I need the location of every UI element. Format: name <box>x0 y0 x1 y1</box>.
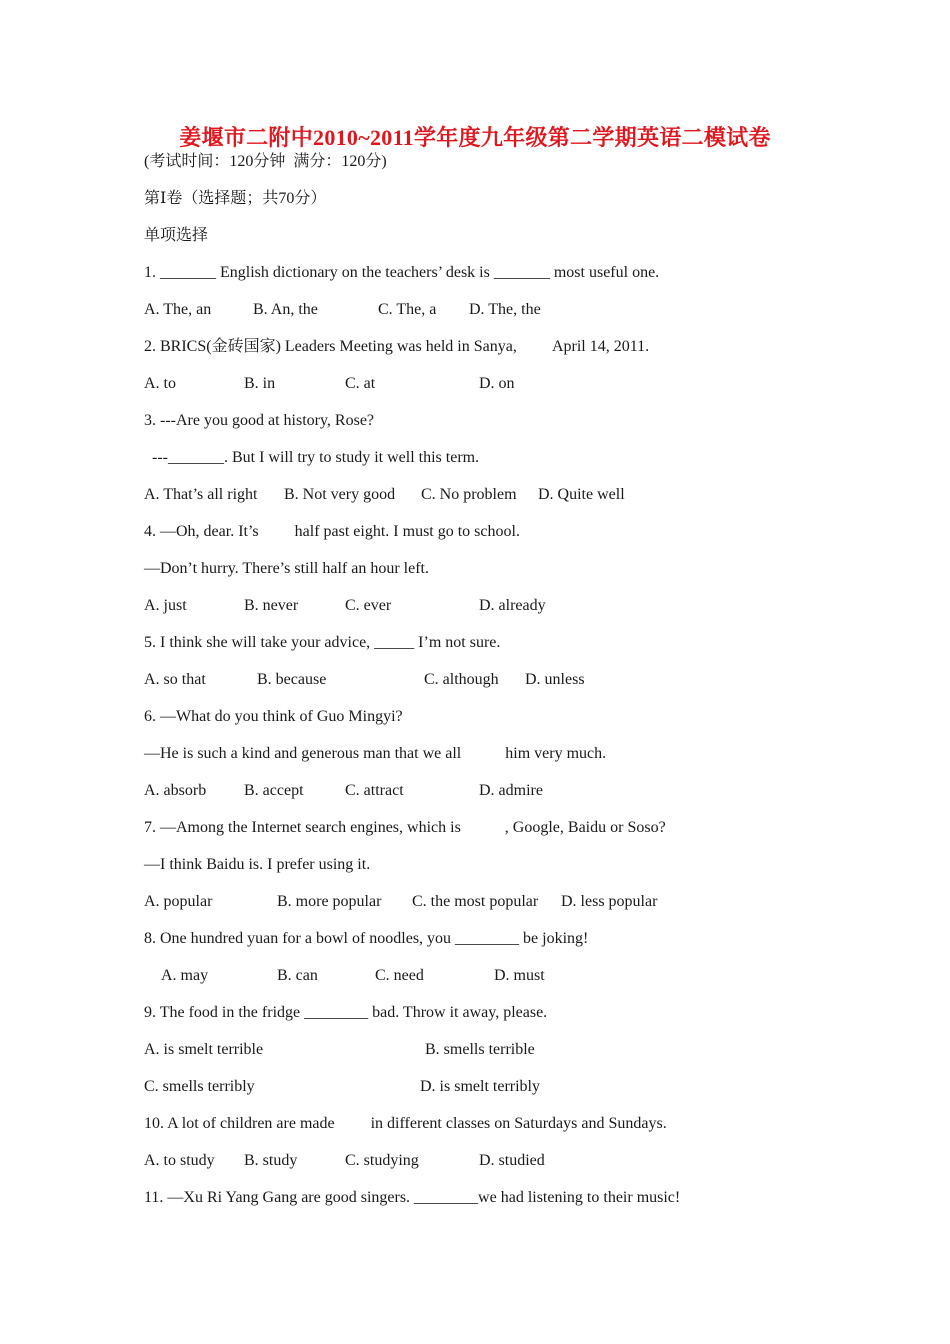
question-1: 1. _______ English dictionary on the teachers’ desk is _______ most useful one. <box>144 264 660 281</box>
question-11: 11. —Xu Ri Yang Gang are good singers. ________we had listening to their music! <box>144 1189 681 1206</box>
option-d: D. unless <box>525 671 585 688</box>
exam-info: (考试时间：120分钟 满分：120分) <box>144 153 387 170</box>
option-a: A. to study <box>144 1152 215 1169</box>
option-a: A. may <box>161 967 209 984</box>
option-c: C. ever <box>345 597 392 614</box>
option-a: A. just <box>144 597 187 614</box>
option-c: C. smells terribly <box>144 1078 255 1095</box>
option-c: C. studying <box>345 1152 419 1169</box>
option-d: D. is smelt terribly <box>420 1078 540 1095</box>
question-7-response: —I think Baidu is. I prefer using it. <box>144 856 371 873</box>
question-4-response: —Don’t hurry. There’s still half an hour left. <box>144 560 429 577</box>
question-6-options <box>144 781 543 801</box>
option-c: C. attract <box>345 782 404 799</box>
question-2: 2. BRICS(金砖国家) Leaders Meeting was held in Sanya, April 14, 2011. <box>144 338 650 355</box>
question-3-response: ---_______. But I will try to study it well this term. <box>144 449 480 466</box>
option-d: D. admire <box>479 782 543 799</box>
question-10-options <box>144 1151 545 1171</box>
option-d: D. The, the <box>469 301 541 318</box>
option-c: C. No problem <box>421 486 517 503</box>
option-a: A. absorb <box>144 782 207 799</box>
option-a: A. The, an <box>144 301 212 318</box>
option-b: B. can <box>277 967 318 984</box>
question-2-options <box>144 374 515 394</box>
option-d: D. on <box>479 375 515 392</box>
option-b: B. because <box>257 671 327 688</box>
option-b: B. more popular <box>277 893 382 910</box>
question-9-options-row-2 <box>144 1077 540 1097</box>
question-1-options <box>144 300 541 320</box>
option-a: A. to <box>144 375 176 392</box>
option-d: D. already <box>479 597 546 614</box>
option-b: B. smells terrible <box>425 1041 535 1058</box>
question-9: 9. The food in the fridge ________ bad. Throw it away, please. <box>144 1004 548 1021</box>
question-3: 3. ---Are you good at history, Rose? <box>144 412 375 429</box>
option-c: C. The, a <box>378 301 437 318</box>
question-8-options <box>144 966 545 986</box>
question-6: 6. —What do you think of Guo Mingyi? <box>144 708 403 725</box>
question-5-options <box>144 670 585 690</box>
question-6-response: —He is such a kind and generous man that we all him very much. <box>144 745 607 762</box>
question-8: 8. One hundred yuan for a bowl of noodles, you ________ be joking! <box>144 930 589 947</box>
question-4: 4. —Oh, dear. It’s half past eight. I must go to school. <box>144 523 520 540</box>
page-title: 姜堰市二附中2010~2011学年度九年级第二学期英语二模试卷 <box>179 125 771 150</box>
option-d: D. studied <box>479 1152 545 1169</box>
part-heading: 第Ⅰ卷（选择题；共70分） <box>144 190 327 207</box>
option-a: A. That’s all right <box>144 486 258 503</box>
option-d: D. must <box>494 967 545 984</box>
option-c: C. the most popular <box>412 893 539 910</box>
option-d: D. less popular <box>561 893 658 910</box>
question-10: 10. A lot of children are made in different classes on Saturdays and Sundays. <box>144 1115 667 1132</box>
option-c: C. although <box>424 671 499 688</box>
question-7-options <box>144 892 658 912</box>
option-b: B. in <box>244 375 276 392</box>
question-3-options <box>144 485 625 505</box>
section-heading: 单项选择 <box>144 227 209 244</box>
option-a: A. is smelt terrible <box>144 1041 264 1058</box>
option-b: B. never <box>244 597 299 614</box>
option-c: C. need <box>375 967 424 984</box>
option-b: B. An, the <box>253 301 318 318</box>
option-b: B. Not very good <box>284 486 396 503</box>
option-d: D. Quite well <box>538 486 625 503</box>
option-a: A. so that <box>144 671 206 688</box>
question-7: 7. —Among the Internet search engines, which is , Google, Baidu or Soso? <box>144 819 666 836</box>
option-b: B. study <box>244 1152 298 1169</box>
question-5: 5. I think she will take your advice, _____ I’m not sure. <box>144 634 501 651</box>
option-c: C. at <box>345 375 376 392</box>
question-9-options-row-1 <box>144 1040 535 1060</box>
question-4-options <box>144 596 546 616</box>
option-a: A. popular <box>144 893 213 910</box>
option-b: B. accept <box>244 782 304 799</box>
